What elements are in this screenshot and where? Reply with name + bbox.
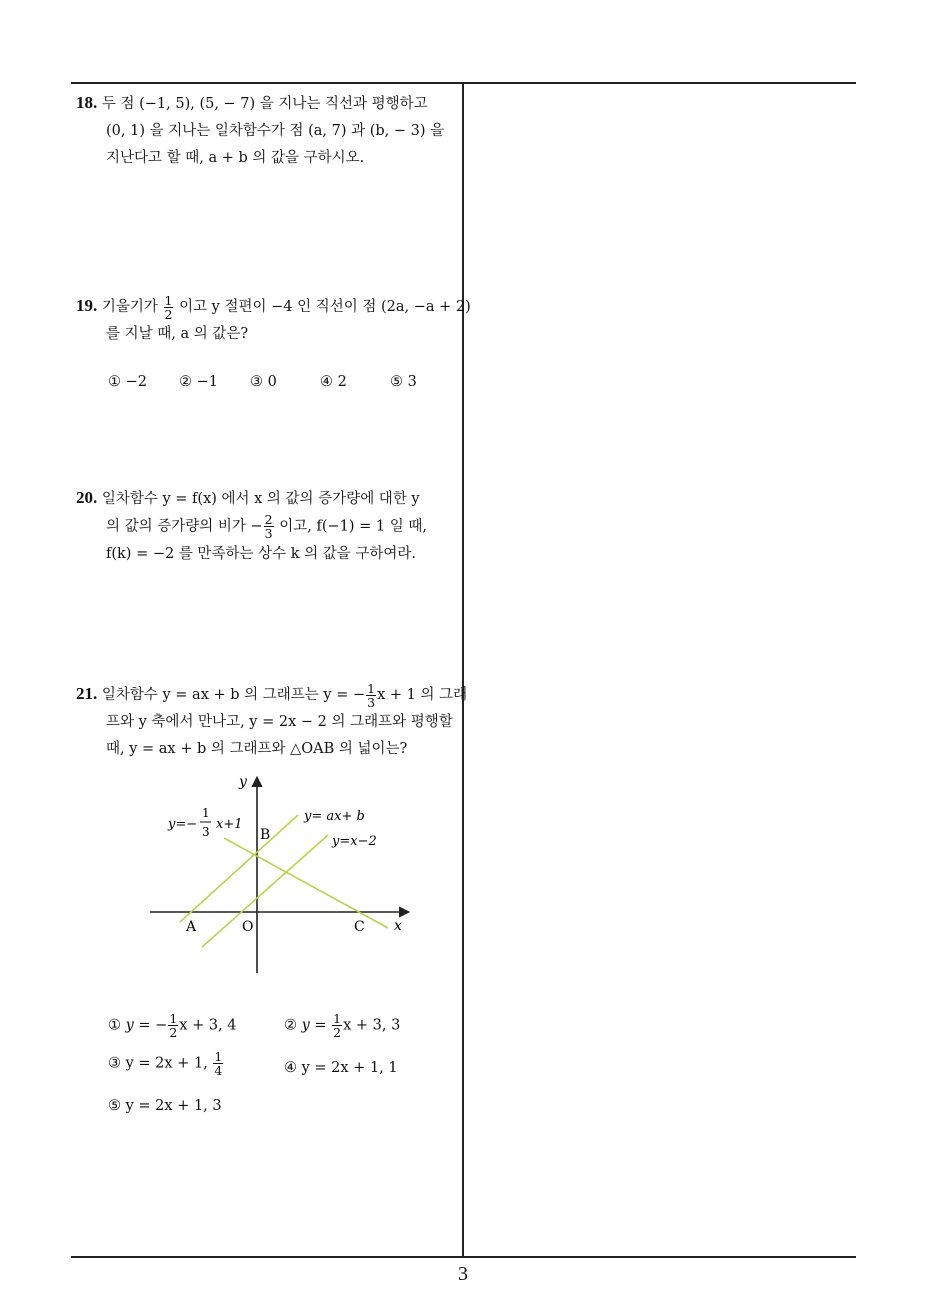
graph-line-y-neg-third-x-1 xyxy=(224,838,388,928)
q18-text-1: 두 점 (−1, 5), (5, − 7) 을 지나는 직선과 평행하고 xyxy=(101,96,428,112)
q21-text-1b: x + 1 의 그래 xyxy=(377,687,468,703)
q21-choice-2[interactable] xyxy=(284,1012,400,1039)
q18-line-1 xyxy=(76,89,458,118)
question-20 xyxy=(76,484,458,568)
q19-choice-2[interactable]: ② −1 xyxy=(179,374,218,390)
q21-c3-mark: ③ xyxy=(108,1055,121,1072)
q21-c2-num: 1 xyxy=(333,1011,342,1026)
q21-c1-den: 2 xyxy=(169,1025,178,1040)
q18-line-2: (0, 1) 을 지나는 일차함수가 점 (a, 7) 과 (b, − 3) 을 xyxy=(106,123,445,139)
q19-number: 19. xyxy=(76,296,98,315)
q21-c1-fraction xyxy=(168,1012,178,1039)
q21-c4-text-a: y = 2x + 1, 1 xyxy=(301,1060,398,1076)
q21-graph xyxy=(140,770,430,980)
q21-c5-text-a: y = 2x + 1, 3 xyxy=(125,1098,222,1114)
label-line-ax-b: y= ax+ b xyxy=(304,809,365,824)
q19-line-2: 를 지날 때, a 의 값은? xyxy=(106,326,249,342)
q20-line-2 xyxy=(76,513,458,541)
label-line-third-den: 3 xyxy=(202,825,210,839)
top-rule xyxy=(71,82,856,84)
q21-c3-num: 1 xyxy=(214,1049,223,1064)
q18-number: 18. xyxy=(76,93,98,112)
question-21 xyxy=(76,680,468,763)
q21-c5-mark: ⑤ xyxy=(108,1098,121,1114)
q21-choice-5[interactable] xyxy=(108,1098,222,1114)
q21-choice-4[interactable] xyxy=(284,1060,398,1076)
label-line-third-b: x+1 xyxy=(216,817,243,832)
q21-c1-mark: ① xyxy=(108,1017,121,1034)
q21-line-1 xyxy=(76,680,468,710)
q20-line-1 xyxy=(76,484,458,513)
q19-choice-5[interactable]: ⑤ 3 xyxy=(390,374,417,390)
q21-c4-mark: ④ xyxy=(284,1060,297,1076)
y-axis-label: y xyxy=(239,774,247,790)
q21-number: 21. xyxy=(76,684,98,703)
label-line-third-a: y=− xyxy=(168,817,198,832)
q21-choices xyxy=(108,1012,428,1122)
q19-slope-fraction xyxy=(164,294,174,321)
q20-ratio-den: 3 xyxy=(264,526,273,541)
q21-c3-den: 4 xyxy=(214,1063,223,1078)
graph-line-y-x-2 xyxy=(202,835,328,947)
q21-fraction xyxy=(366,682,376,709)
q21-c1-text-a: y = − xyxy=(125,1017,168,1034)
q19-slope-den: 2 xyxy=(164,306,173,322)
q20-text-2b: 이고, f(−1) = 1 일 때, xyxy=(279,518,427,535)
q20-ratio-num: 2 xyxy=(264,512,273,527)
point-O-label: O xyxy=(242,919,254,935)
q21-c2-den: 2 xyxy=(333,1025,342,1040)
q21-frac-den: 3 xyxy=(367,694,376,710)
question-18 xyxy=(76,89,458,172)
column-divider xyxy=(462,82,464,1257)
q21-line-2: 프와 y 축에서 만나고, y = 2x − 2 의 그래프와 평행할 xyxy=(106,714,453,730)
label-line-x-2: y=x−2 xyxy=(332,834,377,849)
q20-number: 20. xyxy=(76,488,98,507)
point-C-label: C xyxy=(354,919,365,935)
q20-text-2a: 의 값의 증가량의 비가 − xyxy=(106,518,263,535)
q19-text-1b: 이고 y 절편이 −4 인 직선이 점 (2a, −a + 2) xyxy=(179,299,471,315)
q21-choice-3[interactable] xyxy=(108,1050,224,1077)
q19-choice-1[interactable]: ① −2 xyxy=(108,374,147,390)
q21-c3-fraction xyxy=(213,1050,223,1077)
q21-c2-mark: ② xyxy=(284,1017,297,1034)
q19-choice-4[interactable]: ④ 2 xyxy=(320,374,347,390)
q21-c2-fraction xyxy=(332,1012,342,1039)
q21-c1-num: 1 xyxy=(169,1011,178,1026)
q20-ratio-fraction xyxy=(264,513,274,540)
q21-c2-text-a: y = xyxy=(301,1017,327,1034)
q19-choice-3[interactable]: ③ 0 xyxy=(250,374,277,390)
q19-text-1a: 기울기가 xyxy=(101,299,158,315)
page-number: 3 xyxy=(458,1263,468,1285)
q21-c1-text-b: x + 3, 4 xyxy=(179,1017,237,1034)
q21-c2-text-b: x + 3, 3 xyxy=(343,1017,401,1034)
point-B-label: B xyxy=(260,827,271,843)
q21-line-3: 때, y = ax + b 의 그래프와 △OAB 의 넓이는? xyxy=(106,741,408,757)
q21-choice-1[interactable] xyxy=(108,1012,237,1039)
q19-slope-num: 1 xyxy=(164,292,173,308)
q21-frac-num: 1 xyxy=(367,680,376,696)
q19-line-1 xyxy=(76,292,471,322)
q21-text-1a: 일차함수 y = ax + b 의 그래프는 y = − xyxy=(101,687,366,703)
q21-c3-text-a: y = 2x + 1, xyxy=(125,1055,208,1072)
label-line-third-num: 1 xyxy=(202,806,210,820)
q18-line-3: 지난다고 할 때, a + b 의 값을 구하시오. xyxy=(106,150,365,166)
point-A-label: A xyxy=(186,919,197,935)
bottom-rule xyxy=(71,1256,856,1258)
q20-text-1: 일차함수 y = f(x) 에서 x 의 값의 증가량에 대한 y xyxy=(101,491,420,507)
x-axis-label: x xyxy=(394,918,402,934)
q20-line-3: f(k) = −2 를 만족하는 상수 k 의 값을 구하여라. xyxy=(106,545,416,562)
question-19 xyxy=(76,292,471,348)
